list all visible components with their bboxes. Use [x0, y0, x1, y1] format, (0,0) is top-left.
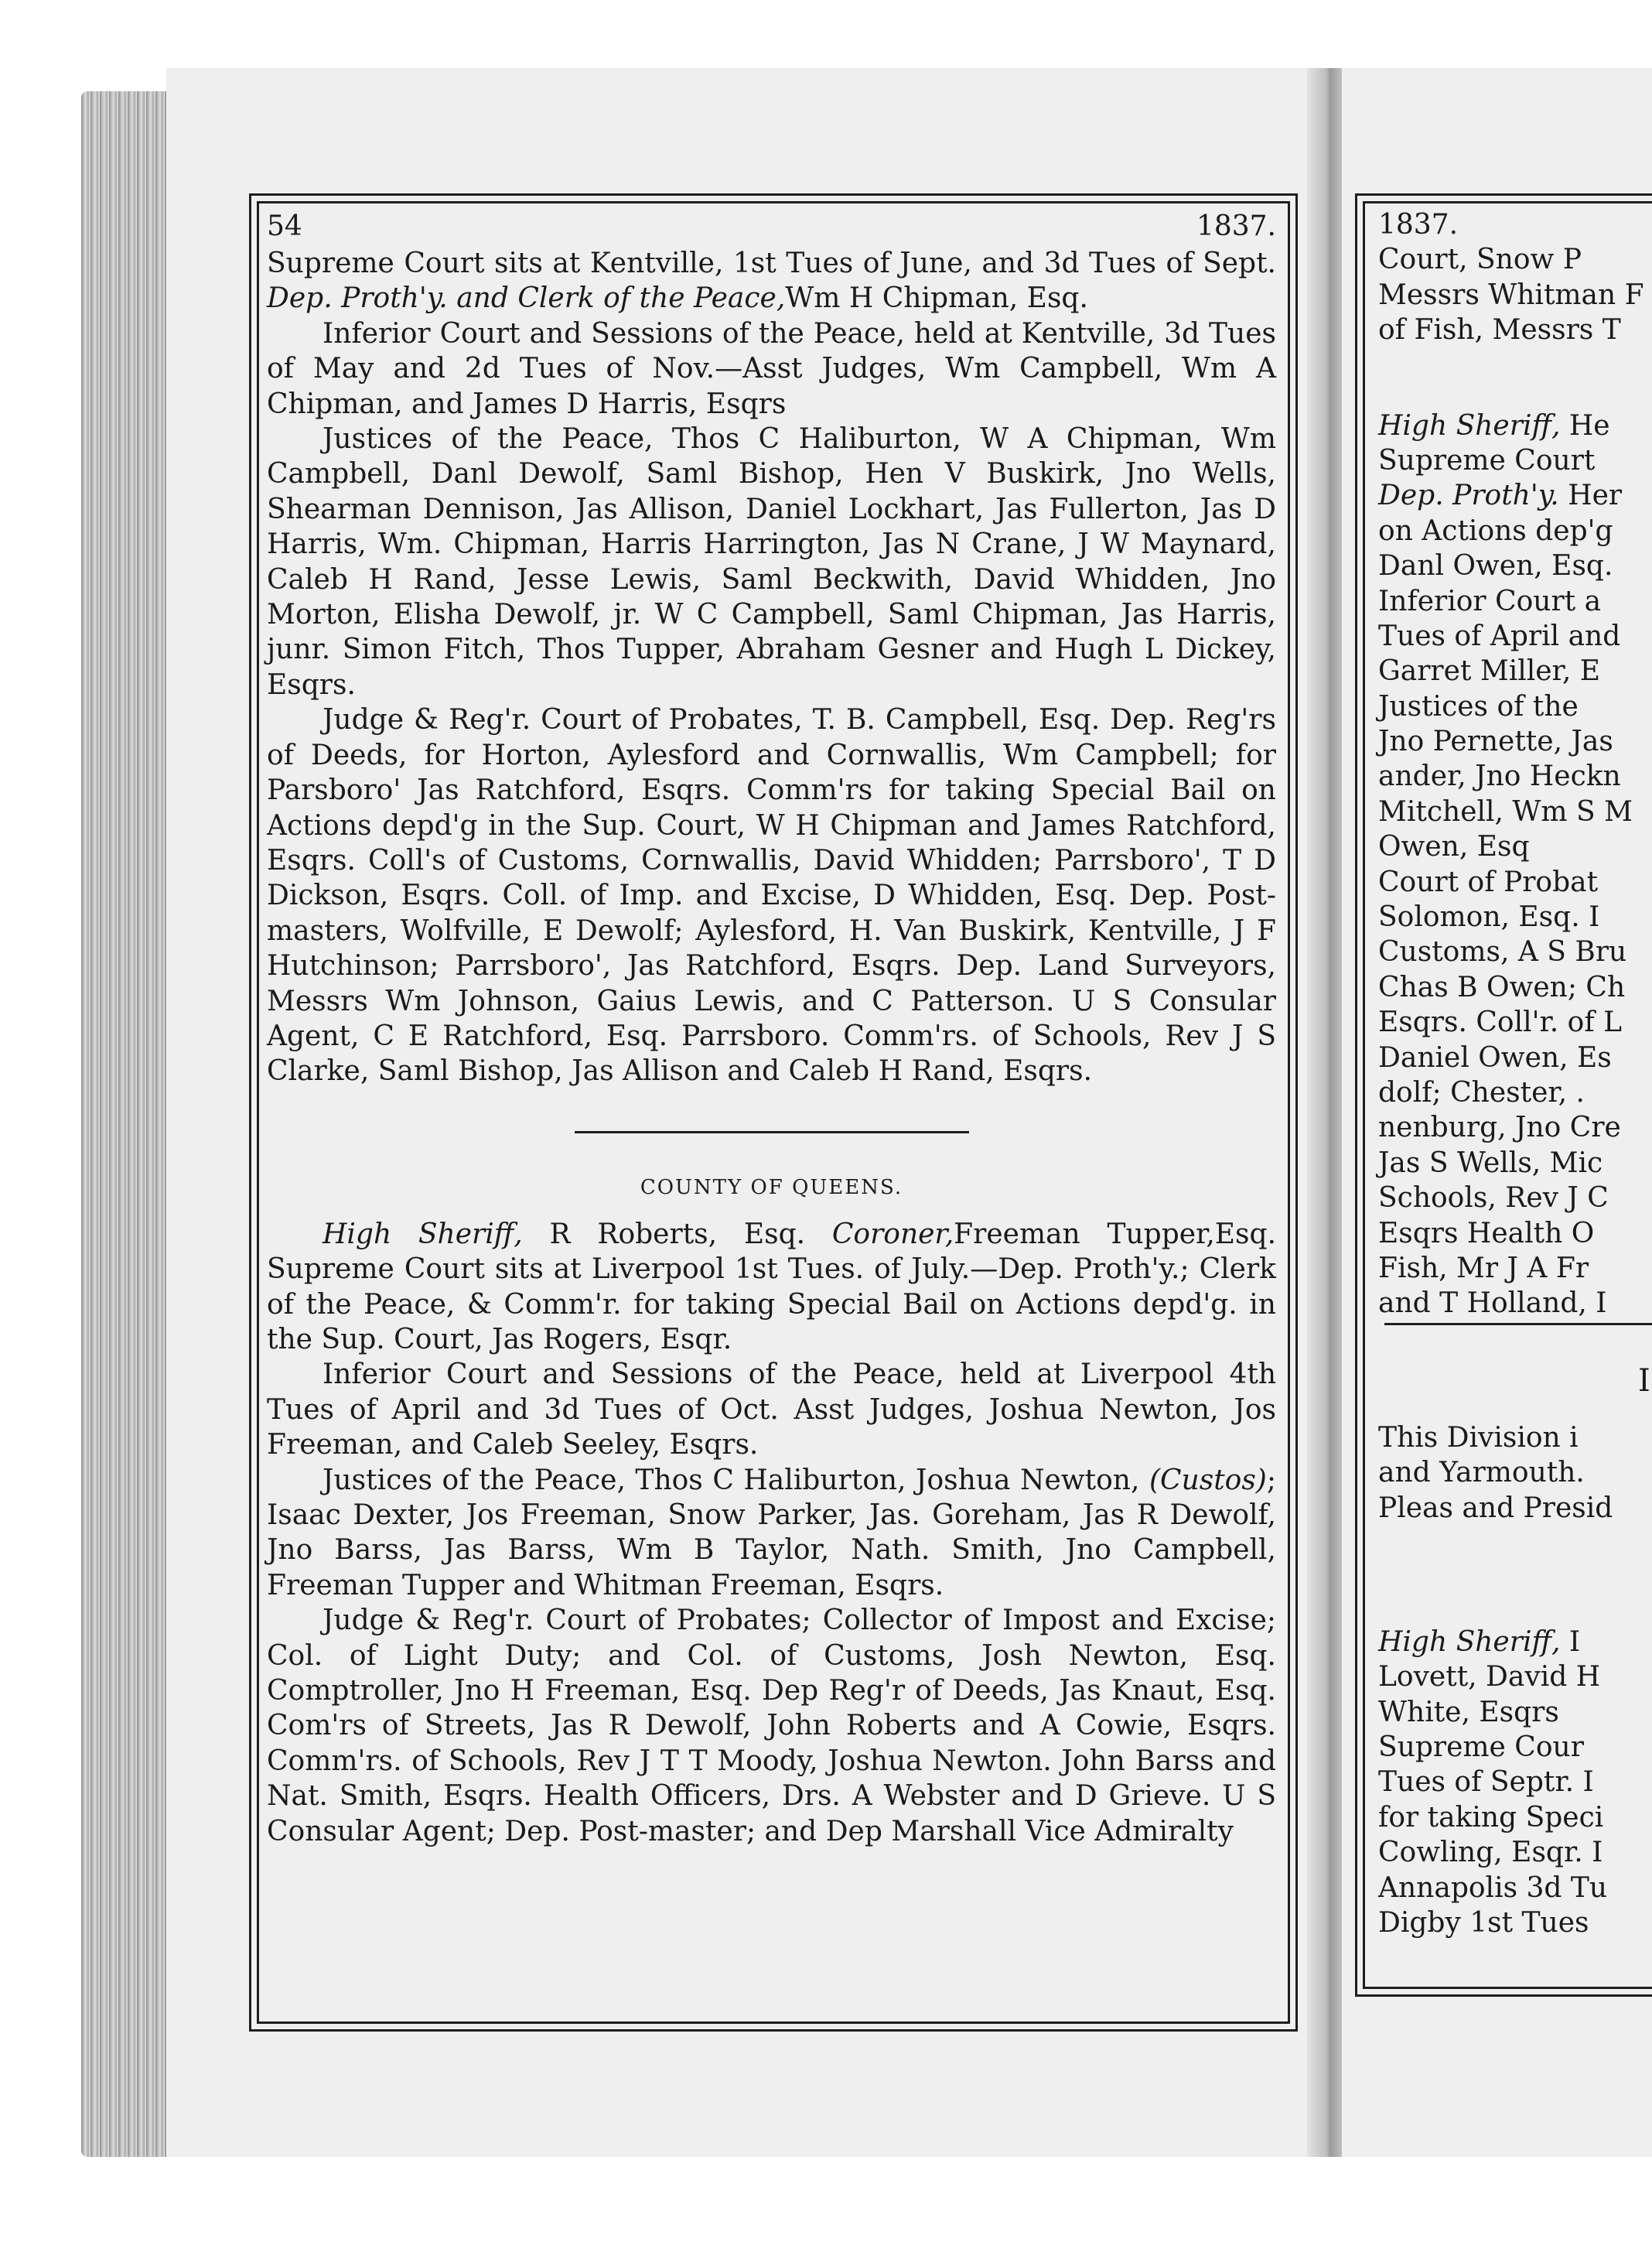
- paragraph: [267, 702, 1276, 1088]
- paragraph: [267, 1463, 1276, 1604]
- paragraph-italic: (Custos): [1149, 1464, 1267, 1496]
- right-page-content: [1378, 207, 1652, 1940]
- line-text: He: [1560, 409, 1610, 442]
- line-text: Tues of Septr. I: [1378, 1766, 1594, 1799]
- line-fragment: [1378, 313, 1652, 347]
- line-fragment: [1378, 935, 1652, 969]
- line-fragment: [1378, 865, 1652, 900]
- right-middle-lines: [1378, 408, 1652, 1321]
- line-text: nenburg, Jno Cre: [1378, 1112, 1621, 1144]
- line-text: Supreme Court: [1378, 444, 1596, 477]
- line-fragment: [1378, 1286, 1652, 1321]
- line-text: of Fish, Messrs T: [1378, 314, 1621, 347]
- line-text: Lovett, David H: [1378, 1661, 1601, 1693]
- line-fragment: [1378, 1730, 1652, 1765]
- line-text: Justices of the: [1378, 690, 1579, 723]
- line-text: White, Esqrs: [1378, 1696, 1559, 1728]
- page-year: 1837.: [1196, 210, 1276, 242]
- line-text: Pleas and Presid: [1378, 1492, 1613, 1524]
- line-italic: High Sheriff,: [1378, 409, 1561, 442]
- paragraph-text: Justices of the Peace, Thos C Haliburton, Joshua Newton,: [323, 1464, 1149, 1496]
- line-text: Court of Probat: [1378, 866, 1599, 898]
- line-text: and T Holland, I: [1378, 1287, 1607, 1320]
- book-page-edges: [81, 91, 178, 2157]
- line-fragment: [1378, 1871, 1652, 1905]
- line-fragment: [1378, 1491, 1652, 1526]
- line-fragment: [1378, 689, 1652, 724]
- line-fragment: [1378, 242, 1652, 277]
- line-fragment: [1378, 724, 1652, 759]
- line-fragment: [1378, 1251, 1652, 1286]
- line-text: dolf; Chester, .: [1378, 1076, 1585, 1109]
- line-fragment: [1378, 1625, 1652, 1659]
- left-page-content: [267, 207, 1276, 1849]
- kings-county-text: [267, 246, 1276, 1089]
- line-fragment: [1378, 1110, 1652, 1145]
- line-text: Schools, Rev J C: [1378, 1182, 1609, 1215]
- paragraph: [267, 246, 1276, 316]
- section-heading: COUNTY OF QUEENS.: [640, 1175, 903, 1199]
- line-text: Jas S Wells, Mic: [1378, 1147, 1603, 1179]
- paragraph-tail: Wm H Chipman, Esq.: [785, 282, 1088, 315]
- line-fragment: [1378, 1041, 1652, 1075]
- line-fragment: [1378, 584, 1652, 619]
- line-text: Messrs Whitman F: [1378, 279, 1644, 311]
- line-fragment: [1378, 1905, 1652, 1940]
- right-bottom-lines: [1378, 1625, 1652, 1941]
- section-divider: [575, 1131, 969, 1133]
- paragraph-text: Justices of the Peace, Thos C Haliburton, W A Chipman, Wm Campbell, Danl Dewolf, Saml Bishop, Hen V Buskirk, Jno Wells, Shearman Dennison, Jas Allison, Daniel Lockhart, Jas Fullerton, Jas D Harris, Wm. Chipman, Harris Harrington, Jas N Crane, J W Maynard, Caleb H Rand, Jesse Lewis, Saml Beckwith, David Whidden, Jno Morton, Elisha Dewolf, jr. W C Campbell, Saml Chipman, Jas Harris, junr. Simon Fitch, Thos Tupper, Abraham Gesner and Hugh L Dickey, Esqrs.: [267, 423, 1276, 701]
- paragraph: [267, 422, 1276, 702]
- line-fragment: [1378, 408, 1652, 443]
- line-text: for taking Speci: [1378, 1801, 1604, 1834]
- coroner-text: Freeman Tupper,Esq. Supreme Court sits at Liverpool 1st Tues. of July.—Dep. Proth'y.; Clerk of the Peace, & Comm'r. for taking Special Bail on Actions depd'g. in the Sup. Court, Jas Rogers, Esqr.: [267, 1218, 1277, 1355]
- paragraph: [267, 316, 1276, 422]
- page-header: [267, 207, 1276, 246]
- line-text: Danl Owen, Esq.: [1378, 550, 1613, 583]
- line-fragment: [1378, 1216, 1652, 1251]
- line-text: Garret Miller, E: [1378, 655, 1600, 688]
- line-fragment: [1378, 1695, 1652, 1730]
- paragraph-tail: ; Isaac Dexter, Jos Freeman, Snow Parker, Jas. Goreham, Jas R Dewolf, Jno Barss, Jas Barss, Wm B Taylor, Nath. Smith, Jno Campbell, Freeman Tupper and Whitman Freeman, Esqrs.: [267, 1464, 1276, 1601]
- paragraph-text: Supreme Court sits at Kentville, 1st Tues of June, and 3d Tues of Sept.: [267, 248, 1276, 279]
- line-italic: Dep. Proth'y.: [1378, 480, 1559, 512]
- right-top-lines: [1378, 242, 1652, 347]
- line-text: Jno Pernette, Jas: [1378, 726, 1613, 758]
- paragraph-italic: Dep. Proth'y. and Clerk of the Peace,: [267, 282, 786, 315]
- line-fragment: [1378, 759, 1652, 794]
- line-fragment: [1378, 514, 1652, 549]
- line-fragment: [1378, 1181, 1652, 1215]
- line-text: Fish, Mr J A Fr: [1378, 1252, 1589, 1284]
- line-text: Chas B Owen; Ch: [1378, 971, 1626, 1003]
- paragraph: [267, 1603, 1276, 1849]
- line-fragment: [1378, 1835, 1652, 1870]
- line-fragment: [1378, 443, 1652, 478]
- line-fragment: [1378, 795, 1652, 829]
- line-fragment: [1378, 1005, 1652, 1040]
- line-fragment: [1378, 1455, 1652, 1490]
- line-text: ander, Jno Heckn: [1378, 760, 1621, 793]
- line-text: Her: [1558, 480, 1623, 512]
- line-fragment: [1378, 278, 1652, 313]
- line-text: Customs, A S Bru: [1378, 936, 1627, 969]
- line-text: Cowling, Esqr. I: [1378, 1837, 1603, 1869]
- sheriff-text: R Roberts, Esq.: [522, 1218, 832, 1250]
- page-number: 54: [267, 210, 302, 242]
- paragraph-text: Inferior Court and Sessions of the Peace, held at Kentville, 3d Tues of May and 2d Tues of Nov.—Asst Judges, Wm Campbell, Wm A Chipman, and James D Harris, Esqrs: [267, 317, 1276, 420]
- line-fragment: [1378, 970, 1652, 1005]
- line-italic: High Sheriff,: [1378, 1625, 1561, 1658]
- line-fragment: [1378, 478, 1652, 513]
- sheriff-label: High Sheriff,: [323, 1218, 523, 1250]
- line-text: Owen, Esq: [1378, 831, 1530, 863]
- paragraph-text: Judge & Reg'r. Court of Probates, T. B. Campbell, Esq. Dep. Reg'rs of Deeds, for Horton, Aylesford and Cornwallis, Wm Campbell; for Parsboro' Jas Ratchford, Esqrs. Comm'rs for taking Special Bail on Actions depd'g in the Sup. Court, W H Chipman and James Ratchford, Esqrs. Coll's of Customs, Cornwallis, David Whidden; Parrsboro', T D Dickson, Esqrs. Coll. of Imp. and Excise, D Whidden, Esq. Dep. Post-masters, Wolfville, E Dewolf; Aylesford, H. Van Buskirk, Kentville, J F Hutchinson; Parrsboro', Jas Ratchford, Esqrs. Dep. Land Surveyors, Messrs Wm Johnson, Gaius Lewis, and C Patterson. U S Consular Agent, C E Ratchford, Esq. Parrsboro. Comm'rs. of Schools, Rev J S Clarke, Saml Bishop, Jas Allison and Caleb H Rand, Esqrs.: [267, 704, 1276, 1088]
- line-fragment: [1378, 619, 1652, 654]
- line-fragment: [1378, 1146, 1652, 1181]
- line-text: on Actions dep'g: [1378, 514, 1613, 547]
- line-text: Mitchell, Wm S M: [1378, 795, 1633, 828]
- line-text: Daniel Owen, Es: [1378, 1041, 1612, 1074]
- line-fragment: [1378, 1765, 1652, 1799]
- line-text: Annapolis 3d Tu: [1378, 1871, 1608, 1904]
- coroner-label: Coroner,: [831, 1218, 954, 1250]
- line-text: Supreme Cour: [1378, 1731, 1584, 1764]
- line-text: and Yarmouth.: [1378, 1457, 1585, 1489]
- paragraph: [267, 1357, 1276, 1462]
- line-fragment: [1378, 1420, 1652, 1455]
- line-fragment: [1378, 1075, 1652, 1110]
- line-fragment: [1378, 654, 1652, 689]
- line-fragment: [1378, 549, 1652, 583]
- right-division-lines: [1378, 1420, 1652, 1526]
- paragraph-text: Inferior Court and Sessions of the Peace, held at Liverpool 4th Tues of April and 3d Tues of Oct. Asst Judges, Joshua Newton, Jos Freeman, and Caleb Seeley, Esqrs.: [267, 1358, 1276, 1461]
- sheriff-paragraph: [267, 1217, 1276, 1358]
- line-fragment: [1378, 1800, 1652, 1835]
- line-text: Esqrs. Coll'r. of L: [1378, 1006, 1622, 1039]
- paragraph-text: Judge & Reg'r. Court of Probates; Collector of Impost and Excise; Col. of Light Duty; and Col. of Customs, Josh Newton, Esq. Comptroller, Jno H Freeman, Esq. Dep Reg'r of Deeds, Jas Knaut, Esq. Com'rs of Streets, Jas R Dewolf, John Roberts and A Cowie, Esqrs. Comm'rs. of Schools, Rev J T T Moody, Joshua Newton. John Barss and Nat. Smith, Esqrs. Health Officers, Drs. A Webster and D Grieve. U S Consular Agent; Dep. Post-master; and Dep Marshall Vice Admiralty: [267, 1605, 1276, 1847]
- line-fragment: [1378, 1659, 1652, 1694]
- queens-county-text: [267, 1357, 1276, 1849]
- right-divider: [1384, 1323, 1652, 1325]
- line-fragment: [1378, 900, 1652, 935]
- line-text: Tues of April and: [1378, 620, 1621, 652]
- line-text: Esqrs Health O: [1378, 1217, 1595, 1249]
- line-fragment: [1378, 829, 1652, 864]
- line-text: This Division i: [1378, 1421, 1579, 1454]
- line-text: Inferior Court a: [1378, 585, 1602, 617]
- line-text: I: [1560, 1625, 1581, 1658]
- line-text: Court, Snow P: [1378, 244, 1582, 276]
- line-text: Solomon, Esq. I: [1378, 901, 1600, 934]
- line-text: Digby 1st Tues: [1378, 1907, 1589, 1939]
- right-page-year: 1837.: [1378, 209, 1459, 241]
- right-heading-fragment: I: [1638, 1363, 1650, 1399]
